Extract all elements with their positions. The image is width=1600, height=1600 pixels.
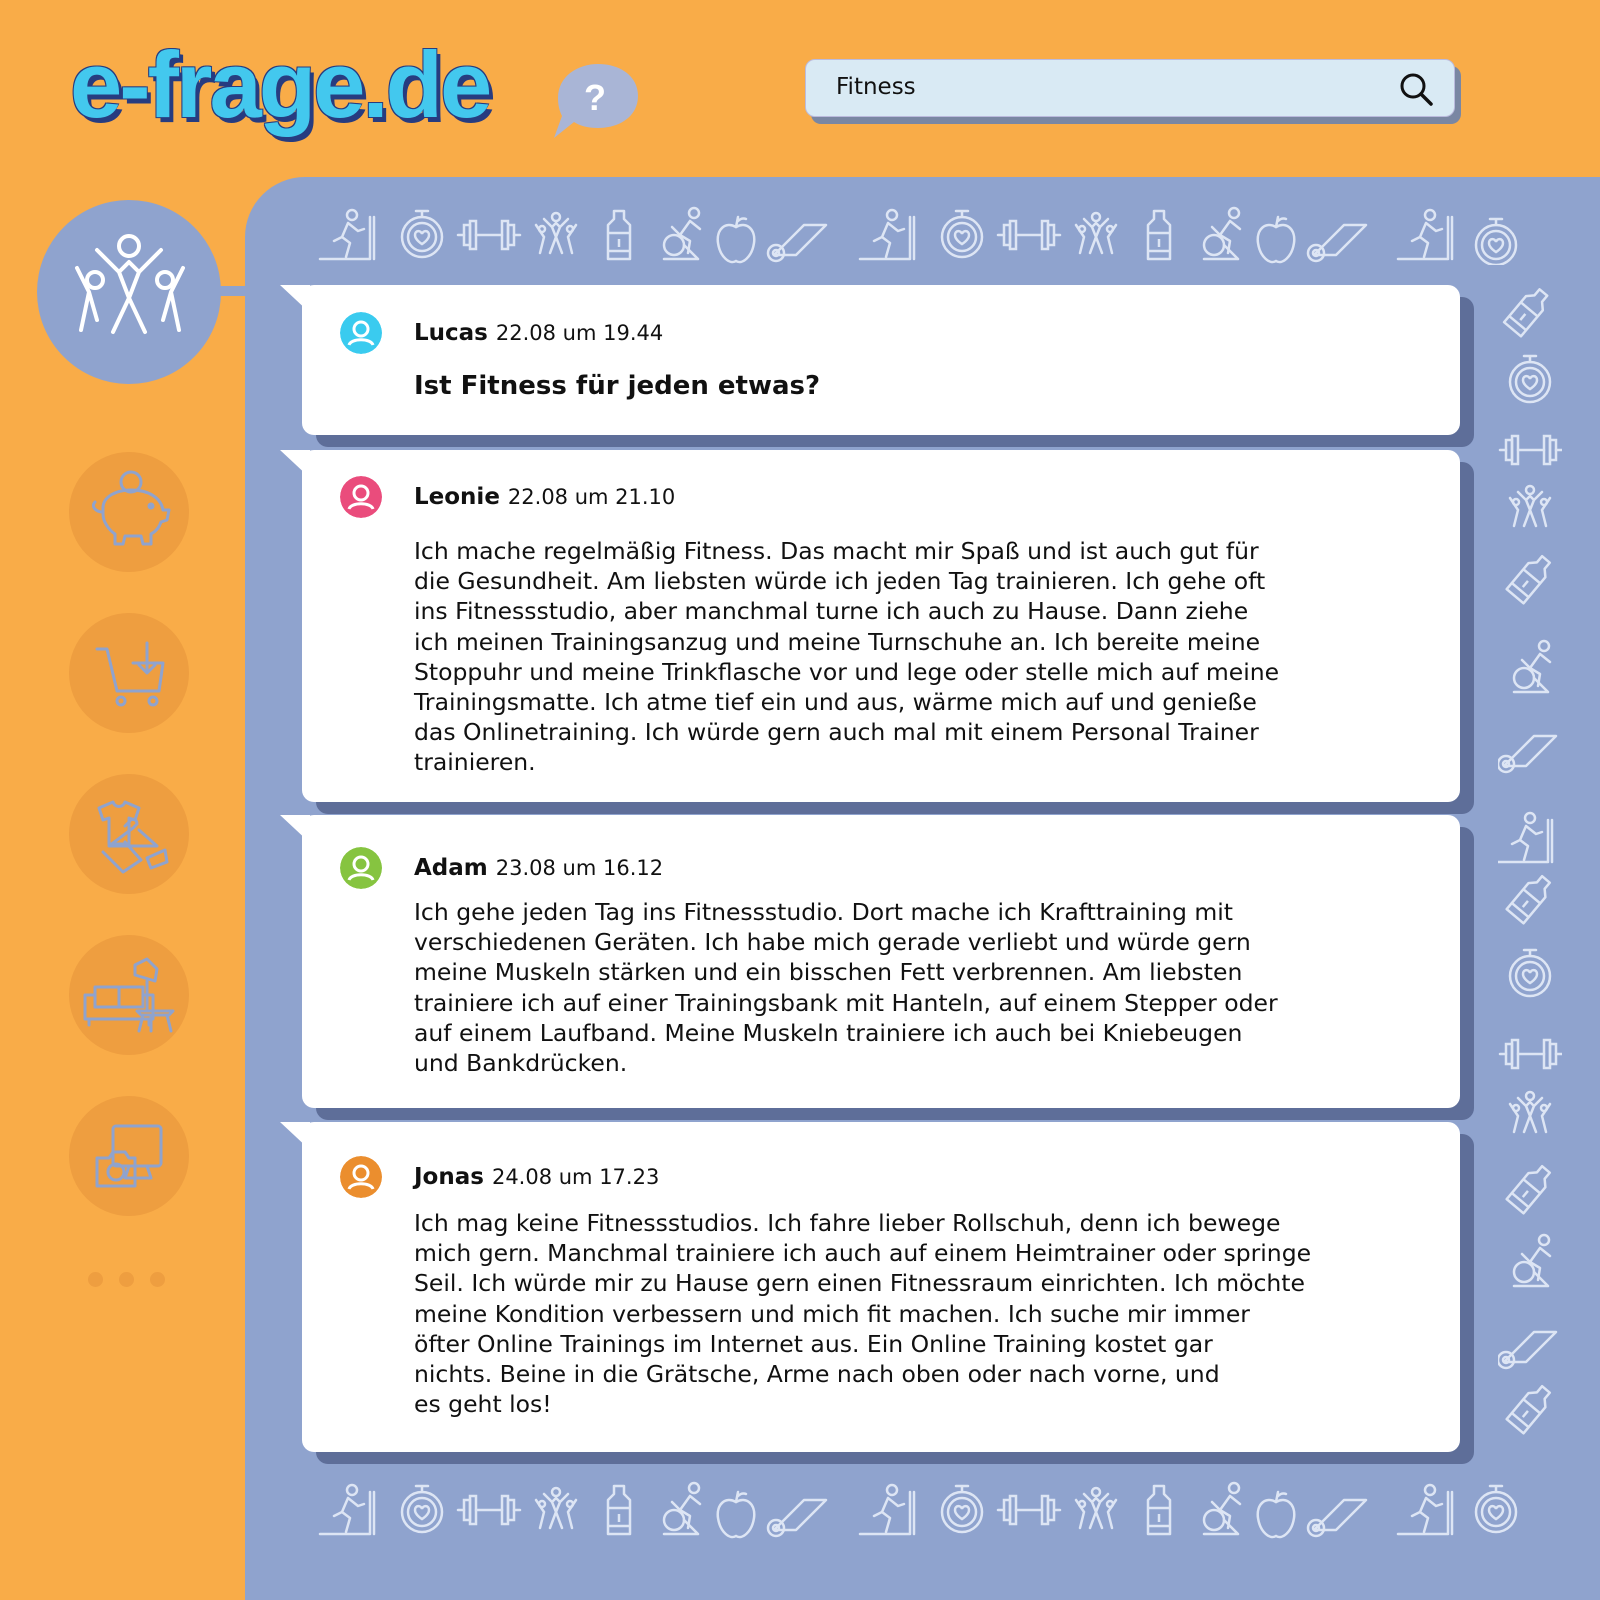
post-meta xyxy=(414,484,675,510)
decorative-icons-right xyxy=(1498,280,1562,1440)
post-time: 23.08 um 16.12 xyxy=(495,856,664,880)
decorative-icons-bottom xyxy=(318,1480,1558,1540)
dot xyxy=(150,1272,165,1287)
category-fitness[interactable] xyxy=(37,200,221,384)
post-card xyxy=(302,285,1460,435)
dot xyxy=(88,1272,103,1287)
search-input[interactable] xyxy=(805,59,1455,117)
author-name[interactable]: Lucas xyxy=(414,320,488,346)
post-answer xyxy=(280,1122,1460,1452)
author-name[interactable]: Jonas xyxy=(414,1164,484,1190)
search-query: Fitness xyxy=(836,74,916,100)
question-bubble-icon xyxy=(548,58,646,142)
category-finance[interactable] xyxy=(69,452,189,572)
speech-tail xyxy=(280,285,310,313)
site-logo[interactable]: e-frage.de xyxy=(70,32,490,137)
furniture-icon xyxy=(69,935,189,1055)
search-icon[interactable] xyxy=(1398,71,1434,107)
decorative-icons-top xyxy=(318,205,1558,265)
more-categories[interactable] xyxy=(88,1272,181,1291)
author-name[interactable]: Leonie xyxy=(414,484,500,510)
post-question xyxy=(280,285,1460,435)
speech-tail xyxy=(280,815,310,843)
speech-tail xyxy=(280,1122,310,1150)
author-name[interactable]: Adam xyxy=(414,855,488,881)
post-text: Ich mag keine Fitnessstudios. Ich fahre lieber Rollschuh, denn ich bewege mich gern. Manchmal trainiere ich auch auf einem Heimtrainer oder springe Seil. Ich würde mir zu Hause gern einen Fitnessraum einrichten. Ich möchte meine Kondition verbessern und mich fit machen. Ich suche mir immer öfter Online Trainings im Internet aus. Ein Online Training kostet gar nichts. Beine in die Grätsche, Arme nach oben oder nach vorne, und es geht los! xyxy=(414,1209,1312,1419)
category-living[interactable] xyxy=(69,935,189,1055)
speech-tail xyxy=(280,450,310,478)
post-time: 22.08 um 21.10 xyxy=(507,485,676,509)
post-meta xyxy=(414,1164,659,1190)
question-title[interactable]: Ist Fitness für jeden etwas? xyxy=(414,371,821,401)
clothes-hanger-icon xyxy=(69,774,189,894)
search-bar[interactable] xyxy=(805,59,1461,119)
post-meta xyxy=(414,855,663,881)
fitness-people-icon xyxy=(37,200,221,384)
category-clothing[interactable] xyxy=(69,774,189,894)
shopping-cart-icon xyxy=(69,613,189,733)
question-mark: ? xyxy=(584,77,606,118)
post-answer xyxy=(280,450,1460,802)
user-avatar-icon[interactable] xyxy=(340,476,382,518)
post-answer xyxy=(280,815,1460,1108)
category-media[interactable] xyxy=(69,1096,189,1216)
user-avatar-icon[interactable] xyxy=(340,847,382,889)
post-time: 24.08 um 17.23 xyxy=(491,1165,660,1189)
user-avatar-icon[interactable] xyxy=(340,312,382,354)
category-shopping[interactable] xyxy=(69,613,189,733)
post-text: Ich mache regelmäßig Fitness. Das macht mir Spaß und ist auch gut für die Gesundheit. Am liebsten würde ich jeden Tag trainieren. Ich gehe oft ins Fitnessstudio, aber manchmal turne ich auch zu Hause. Dann ziehe ich meinen Trainingsanzug und meine Turnschuhe an. Ich bereite meine Stoppuhr und meine Trinkflasche vor und lege oder stelle mich auf meine Trainingsmatte. Ich atme tief ein und aus, wärme mich auf und genieße das Onlinetraining. Ich würde gern auch mal mit einem Personal Trainer trainieren. xyxy=(414,537,1280,777)
monitor-camera-icon xyxy=(69,1096,189,1216)
user-avatar-icon[interactable] xyxy=(340,1156,382,1198)
post-text: Ich gehe jeden Tag ins Fitnessstudio. Dort mache ich Krafttraining mit verschiedenen Geräten. Ich habe mich gerade verliebt und würde gern meine Muskeln stärken und ein bisschen Fett verbrennen. Am liebsten trainiere ich auf einer Trainingsbank mit Hanteln, auf einem Stepper oder auf einem Laufband. Meine Muskeln trainiere ich auch bei Kniebeugen und Bankdrücken. xyxy=(414,898,1278,1078)
post-time: 22.08 um 19.44 xyxy=(495,321,664,345)
dot xyxy=(119,1272,134,1287)
piggy-bank-icon xyxy=(69,452,189,572)
post-meta xyxy=(414,320,663,346)
